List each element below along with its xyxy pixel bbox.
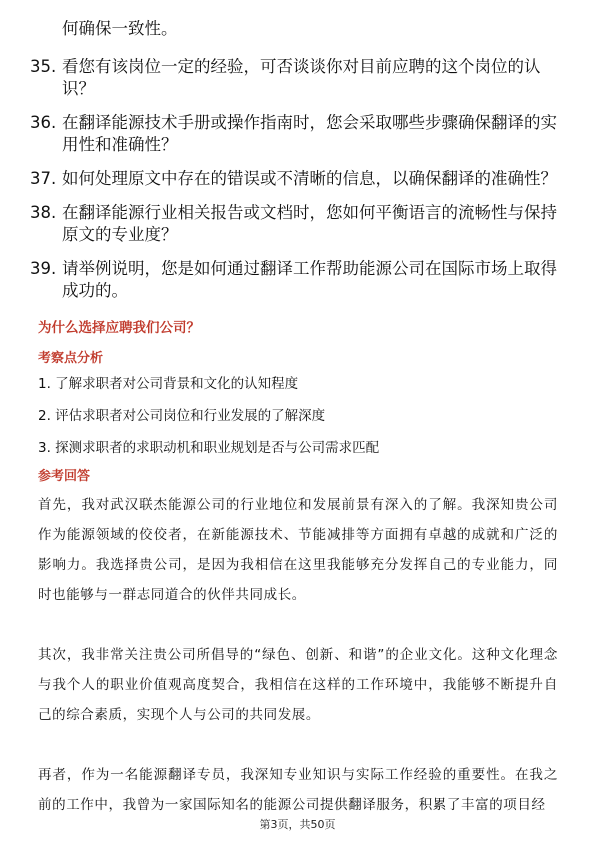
continued-question-text: 何确保一致性。 <box>62 19 178 38</box>
section-heading: 为什么选择应聘我们公司？ <box>38 320 200 336</box>
question-number: 38. <box>30 203 57 222</box>
answer-body <box>38 490 558 850</box>
page-footer: 第3页，共50页 <box>259 818 336 831</box>
answer-heading: 参考回答 <box>38 469 91 484</box>
question-number: 36. <box>30 113 57 132</box>
question-item <box>30 168 570 190</box>
analysis-point: 1. 了解求职者对公司背景和文化的认知程度 <box>38 376 299 392</box>
question-number: 39. <box>30 259 57 278</box>
question-text: 看您有该岗位一定的经验，可否谈谈你对目前应聘的这个岗位的认识？ <box>62 57 541 98</box>
question-text: 在翻译能源行业相关报告或文档时，您如何平衡语言的流畅性与保持原文的专业度？ <box>62 203 557 244</box>
analysis-point: 3. 探测求职者的求职动机和职业规划是否与公司需求匹配 <box>38 440 380 456</box>
question-item <box>30 202 570 246</box>
question-number: 35. <box>30 57 57 76</box>
question-item <box>30 112 570 156</box>
answer-paragraph: 再者，作为一名能源翻译专员，我深知专业知识与实际工作经验的重要性。在我之前的工作中，我曾为一家国际知名的能源公司提供翻译服务，积累了丰富的项目经 <box>38 767 558 813</box>
question-text: 如何处理原文中存在的错误或不清晰的信息，以确保翻译的准确性？ <box>62 169 557 188</box>
analysis-heading: 考察点分析 <box>38 351 104 366</box>
answer-paragraph: 首先，我对武汉联杰能源公司的行业地位和发展前景有深入的了解。我深知贵公司作为能源领域的佼佼者，在新能源技术、节能减排等方面拥有卓越的成就和广泛的影响力。我选择贵公司，是因为我相信在这里我能够充分发挥自己的专业能力，同时也能够与一群志同道合的伙伴共同成长。 <box>38 497 558 603</box>
answer-paragraph: 其次，我非常关注贵公司所倡导的“绿色、创新、和谐”的企业文化。这种文化理念与我个人的职业价值观高度契合，我相信在这样的工作环境中，我能够不断提升自己的综合素质，实现个人与公司的共同发展。 <box>38 647 558 723</box>
question-item <box>30 56 570 100</box>
question-text: 请举例说明，您是如何通过翻译工作帮助能源公司在国际市场上取得成功的。 <box>62 259 557 300</box>
analysis-point: 2. 评估求职者对公司岗位和行业发展的了解深度 <box>38 408 326 424</box>
question-number: 37. <box>30 169 57 188</box>
question-item <box>30 258 570 302</box>
question-text: 在翻译能源技术手册或操作指南时，您会采取哪些步骤确保翻译的实用性和准确性？ <box>62 113 557 154</box>
question-list <box>30 56 570 314</box>
analysis-list <box>38 374 558 470</box>
